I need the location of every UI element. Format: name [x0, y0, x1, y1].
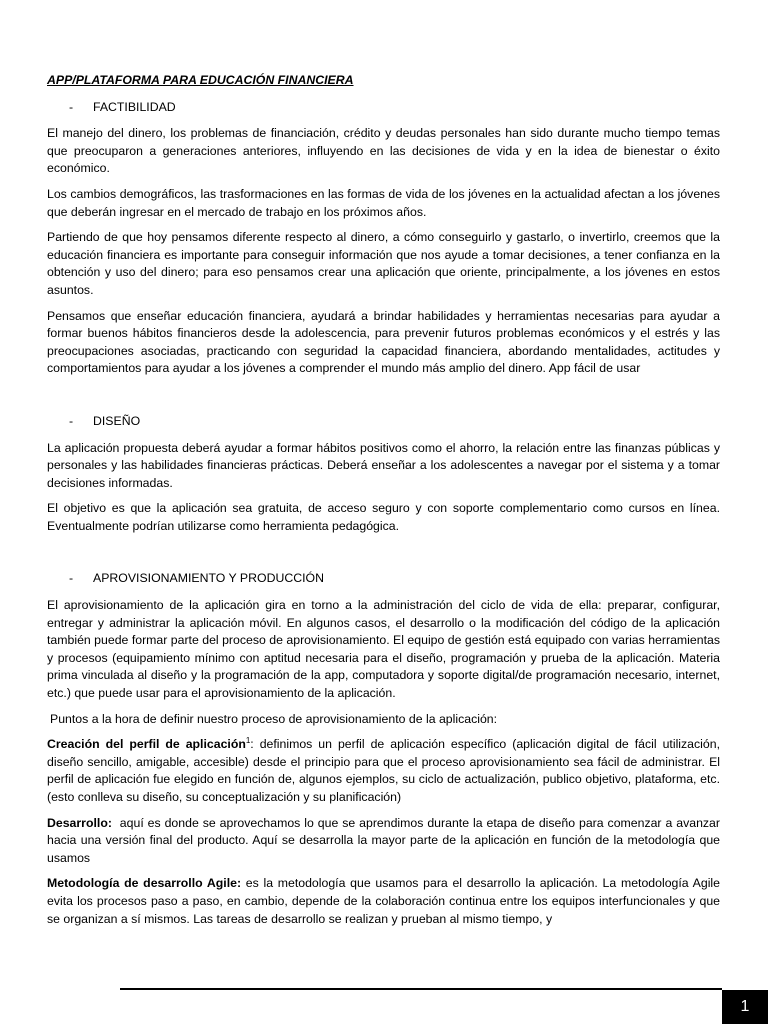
document-title: APP/PLATAFORMA PARA EDUCACIÓN FINANCIERA [47, 73, 354, 87]
item-text: aquí es donde se aprovechamos lo que se aprendimos durante la etapa de diseño para comenzar a avanzar hacia una versión final del producto. Aquí se desarrolla la mayor parte de la aplicación en función de la metodología que usamos [47, 815, 724, 865]
item-text: es la metodología que usamos para el desarrollo la aplicación. La metodología Agile evita los procesos paso a paso, en cambio, depende de la colaboración continua entre los equipos interfuncionales y que se organizan a sí mismos. Las tareas de desarrollo se realizan y prueban al mismo tiempo, y [47, 876, 721, 926]
footer-divider [120, 988, 722, 990]
section-bullet: - [69, 99, 74, 114]
document-page [47, 72, 724, 936]
item-text: : definimos un perfil de aplicación específico (aplicación digital de fácil utilización, diseño sencillo, amigable, accesible) desde el principio para que el proceso aprovisionamiento sea fácil de administrar. El perfil de aplicación fue elegido en función de, algunos ejemplos, su ciclo de actualización, publico objetivo, plataforma, etc. (esto conlleva su diseño, su conceptualización y su planificación) [47, 737, 720, 804]
page-number-badge [722, 990, 768, 1024]
paragraph: La aplicación propuesta deberá ayudar a formar hábitos positivos como el ahorro, la relación entre las finanzas públicas y personales y las habilidades financieras prácticas. Deberá enseñar a los adolescentes a navegar por el sistema y a tomar decisiones informadas. [47, 440, 720, 490]
item-label: Creación del perfil de aplicación [47, 737, 246, 752]
paragraph: El objetivo es que la aplicación sea gratuita, de acceso seguro y con soporte complementario como cursos en línea. Eventualmente podrían utilizarse como herramienta pedagógica. [47, 501, 720, 533]
list-item [47, 815, 724, 868]
page-number: 1 [740, 998, 750, 1015]
section-heading-text: DISEÑO [93, 413, 141, 428]
spacer [47, 386, 720, 413]
section-bullet: - [69, 571, 74, 586]
item-label: Desarrollo: [47, 815, 112, 830]
paragraph: Pensamos que enseñar educación financiera, ayudará a brindar habilidades y herramientas necesarias para ayudar a formar buenos hábitos financieros desde la adolescencia, para prevenir futuros problemas económicos y el estrés y las preocupaciones asociadas, practicando con seguridad la capacidad financiera, abordando mentalidades, actitudes y comportamientos para ayudar a los jóvenes a comprender el mundo más amplio del dinero. App fácil de usar [47, 308, 720, 376]
paragraph: Partiendo de que hoy pensamos diferente respecto al dinero, a cómo conseguirlo y gastarlo, o invertirlo, creemos que la educación financiera es importante para conseguir información que nos ayude a tomar decisiones, a tener confianza en la obtención y uso del dinero; para eso pensamos crear una aplicación que oriente, principalmente, a los jóvenes en estos asuntos. [47, 230, 720, 297]
footnote-reference[interactable]: 1 [245, 736, 251, 746]
item-label: Metodología de desarrollo Agile: [47, 876, 242, 891]
paragraph: El aprovisionamiento de la aplicación gira en torno a la administración del ciclo de vida de ella: preparar, configurar, entregar y administrar la aplicación móvil. En algunos casos, el desarrollo o la modificación del código de la aplicación también puede formar parte del proceso de aprovisionamiento. El equipo de gestión está equipado con varias herramientas y procesos (equipamiento mínimo con aptitud necesaria para el diseño, programación y prueba de la aplicación. Materia prima vinculada al diseño y la programación de la app, computadora y soporte digital/de programación necesario, internet, etc.) que puede usar para el aprovisionamiento de la aplicación. [47, 598, 720, 701]
section-bullet: - [69, 413, 74, 428]
section-heading-diseno [47, 413, 720, 431]
section-heading-text: APROVISIONAMIENTO Y PRODUCCIÓN [93, 571, 324, 586]
list-item [47, 736, 720, 806]
section-heading-text: FACTIBILIDAD [93, 99, 176, 114]
points-intro: Puntos a la hora de definir nuestro proceso de aprovisionamiento de la aplicación: [50, 711, 498, 726]
paragraph: Los cambios demográficos, las trasformaciones en las formas de vida de los jóvenes en la actualidad afectan a los jóvenes que deberán ingresar en el mercado de trabajo en los próximos años. [47, 186, 720, 219]
section-heading-factibilidad [47, 99, 720, 117]
paragraph: El manejo del dinero, los problemas de financiación, crédito y deudas personales han sido durante mucho tiempo temas que preocuparon a generaciones anteriores, influyendo en las decisiones de vida y en la idea de bienestar o éxito económico. [47, 126, 720, 176]
list-item [47, 875, 720, 928]
spacer [47, 543, 720, 570]
section-heading-aprovisionamiento [47, 570, 720, 588]
